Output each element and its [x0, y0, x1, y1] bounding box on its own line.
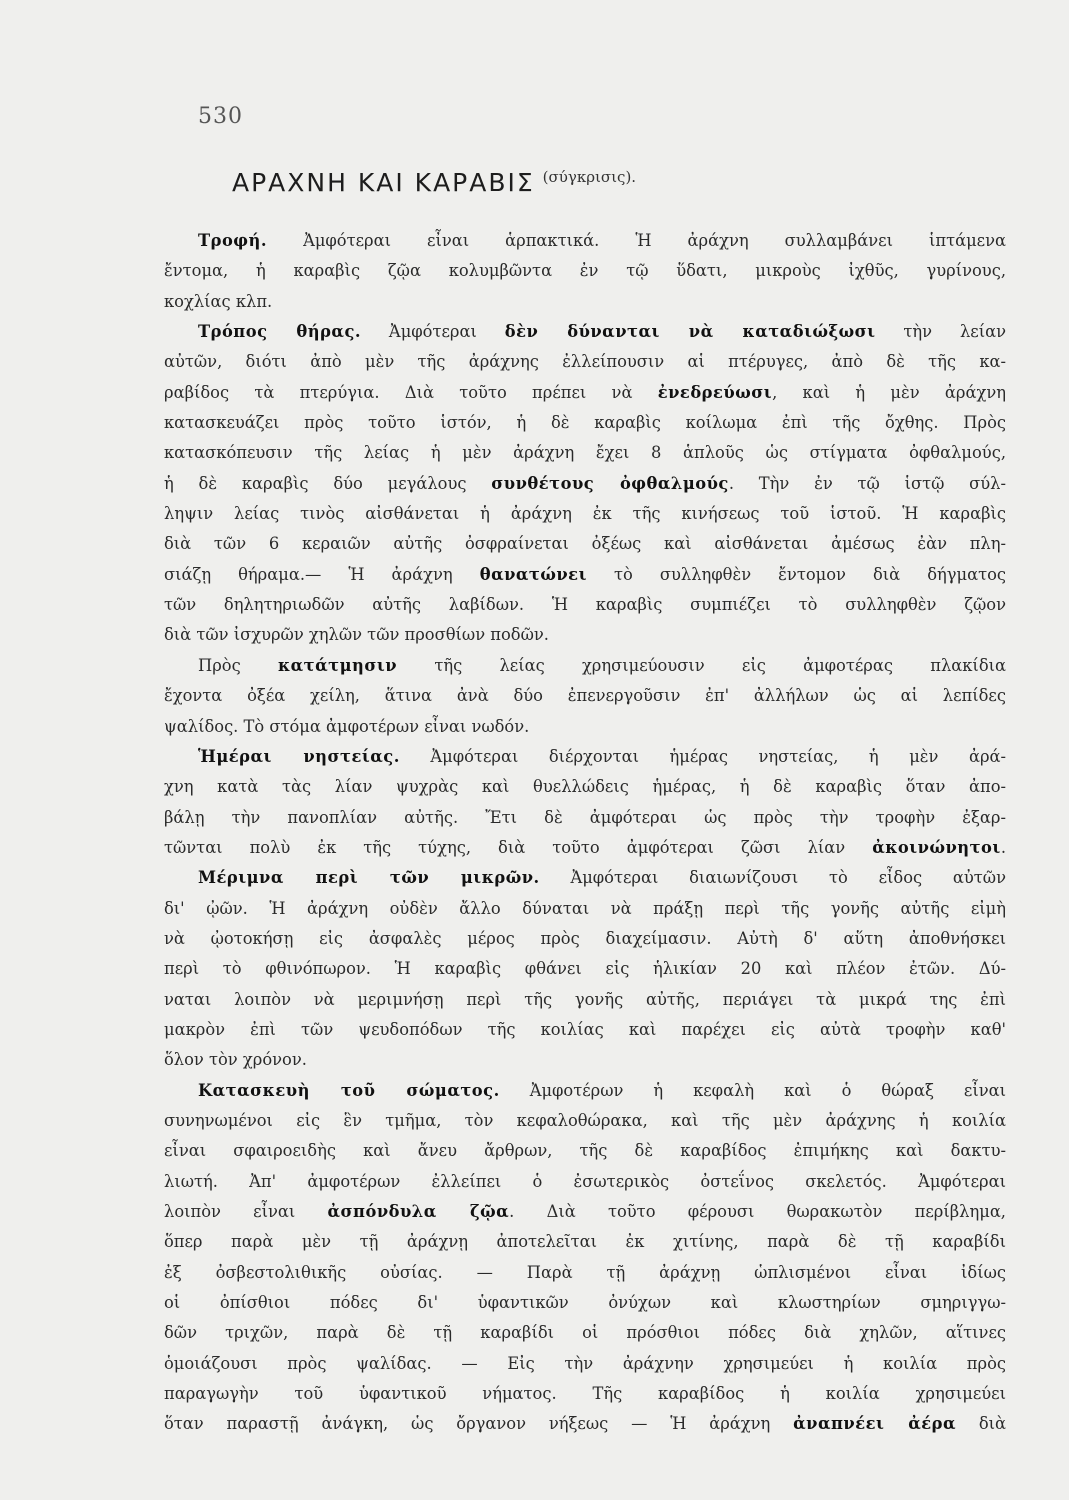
title-row: [232, 168, 636, 197]
text-line: [164, 1258, 1006, 1288]
line-text: ὅταν παραστῇ ἀνάγκη, ὡς ὄργανον νήξεως — Ἡ ἀράχνη: [164, 1414, 794, 1434]
text-line: [164, 772, 1006, 802]
text-line: [164, 712, 1006, 742]
emphasis-text: δὲν δύνανται νὰ καταδιώξωσι: [504, 322, 876, 342]
section-heading: Τρόπος θήρας.: [198, 322, 362, 342]
line-text: τῶνται πολὺ ἐκ τῆς τύχης, διὰ τοῦτο ἀμφότεραι ζῶσι λίαν: [164, 837, 873, 857]
emphasis-text: θανατώνει: [479, 564, 587, 584]
emphasis-text: ἐνεδρεύωσι: [657, 382, 773, 402]
line-text: ὅπερ παρὰ μὲν τῇ ἀράχνῃ ἀποτελεῖται ἐκ χιτίνης, παρὰ δὲ τῇ καραβίδι: [164, 1232, 1006, 1252]
text-line: [164, 1227, 1006, 1257]
text-line: [164, 469, 1006, 499]
line-text: Ἀμφότεραι εἶναι ἁρπακτικά. Ἡ ἀράχνη συλλαμβάνει ἱπτάμενα: [267, 231, 1006, 250]
emphasis-text: ἀκοινώνητοι: [872, 837, 1001, 857]
emphasis-text: ἀσπόνδυλα ζῷα: [327, 1202, 510, 1221]
section-heading: Τροφή.: [198, 231, 268, 250]
line-text: διὰ τῶν 6 κεραιῶν αὐτῆς ὀσφραίνεται ὀξέως καὶ αἰσθάνεται ἀμέσως ἐὰν πλη-: [164, 534, 1006, 554]
text-line: [164, 742, 1006, 772]
text-line: [164, 1288, 1006, 1318]
text-line: [164, 226, 1006, 256]
text-line: [164, 1015, 1006, 1045]
section-heading: Ἡμέραι νηστείας.: [198, 746, 400, 766]
text-line: [164, 1045, 1006, 1075]
text-line: [164, 1076, 1006, 1106]
line-text: ληψιν λείας τινὸς αἰσθάνεται ἡ ἀράχνη ἐκ τῆς κινήσεως τοῦ ἱστοῦ. Ἡ καραβὶς: [164, 504, 1006, 524]
text-line: [164, 1197, 1006, 1227]
line-text: σιάζῃ θήραμα.— Ἡ ἀράχνη: [164, 564, 480, 584]
line-text: βάλῃ τὴν πανοπλίαν αὐτῆς. Ἔτι δὲ ἀμφότεραι ὡς πρὸς τὴν τροφὴν ἐξαρ-: [164, 807, 1006, 827]
line-text: Ἀμφότεραι διέρχονται ἡμέρας νηστείας, ἡ μὲν ἀρά-: [399, 746, 1006, 766]
line-text: εἶναι σφαιροειδὴς καὶ ἄνευ ἄρθρων, τῆς δὲ καραβίδος ἐπιμήκης καὶ δακτυ-: [164, 1141, 1006, 1161]
line-text: νὰ ᾠοτοκήσῃ εἰς ἀσφαλὲς μέρος πρὸς διαχείμασιν. Αὐτὴ δ' αὕτη ἀποθνήσκει: [164, 928, 1006, 948]
line-text: αὐτῶν, διότι ἀπὸ μὲν τῆς ἀράχνης ἐλλείπουσιν αἱ πτέρυγες, ἀπὸ δὲ τῆς κα-: [164, 352, 1006, 372]
line-text-tail: , καὶ ἡ μὲν ἀράχνη: [772, 382, 1006, 402]
section-heading: Κατασκευὴ τοῦ σώματος.: [198, 1080, 500, 1100]
line-text-tail: τῆς λείας χρησιμεύουσιν εἰς ἀμφοτέρας πλακίδια: [397, 655, 1006, 675]
text-line: [164, 438, 1006, 468]
line-text: Πρὸς: [198, 655, 278, 675]
text-line: [164, 833, 1006, 863]
line-text: ραβίδος τὰ πτερύγια. Διὰ τοῦτο πρέπει νὰ: [164, 382, 658, 402]
text-line: [164, 1409, 1006, 1439]
text-line: [164, 347, 1006, 377]
text-line: [164, 499, 1006, 529]
line-text: ὅλον τὸν χρόνον.: [164, 1050, 307, 1070]
body-text: [164, 226, 1006, 1440]
page-number: 530: [198, 104, 243, 129]
line-text: παραγωγὴν τοῦ ὑφαντικοῦ νήματος. Τῆς καραβίδος ἡ κοιλία χρησιμεύει: [164, 1384, 1006, 1404]
text-line: [164, 681, 1006, 711]
line-text: Ἀμφότεραι: [361, 322, 505, 342]
line-text: ἔχοντα ὀξέα χείλη, ἅτινα ἀνὰ δύο ἐπενεργοῦσιν ἐπ' ἀλλήλων ὡς αἱ λεπίδες: [164, 686, 1006, 706]
line-text: ναται λοιπὸν νὰ μεριμνήσῃ περὶ τῆς γονῆς αὐτῆς, περιάγει τὰ μικρά της ἐπὶ: [164, 989, 1006, 1009]
text-line: [164, 924, 1006, 954]
line-text: χνη κατὰ τὰς λίαν ψυχρὰς καὶ θυελλώδεις ἡμέρας, ἡ δὲ καραβὶς ὅταν ἀπο-: [164, 777, 1006, 797]
text-line: [164, 317, 1006, 347]
text-line: [164, 620, 1006, 650]
text-line: [164, 560, 1006, 590]
text-line: [164, 256, 1006, 286]
page-title: ΑΡΑΧΝΗ ΚΑΙ ΚΑΡΑΒΙΣ: [232, 168, 535, 197]
section-heading: Μέριμνα περὶ τῶν μικρῶν.: [198, 868, 540, 888]
line-text: ὁμοιάζουσι πρὸς ψαλίδας. — Εἰς τὴν ἀράχνην χρησιμεύει ἡ κοιλία πρὸς: [164, 1353, 1006, 1373]
line-text: ψαλίδος. Τὸ στόμα ἀμφοτέρων εἶναι νωδόν.: [164, 716, 530, 736]
text-line: [164, 985, 1006, 1015]
line-text: λοιπὸν εἶναι: [164, 1202, 328, 1221]
emphasis-text: κατάτμησιν: [277, 655, 398, 675]
line-text: κατασκευάζει πρὸς τοῦτο ἱστόν, ἡ δὲ καραβὶς κοίλωμα ἐπὶ τῆς ὄχθης. Πρὸς: [164, 413, 1006, 433]
text-line: [164, 287, 1006, 317]
line-text: ἐξ ὀσβεστολιθικῆς οὐσίας. — Παρὰ τῇ ἀράχνῃ ὡπλισμένοι εἶναι ἰδίως: [164, 1262, 1006, 1282]
line-text: Ἀμφοτέρων ἡ κεφαλὴ καὶ ὁ θώραξ εἶναι: [499, 1080, 1006, 1100]
line-text: οἱ ὀπίσθιοι πόδες δι' ὑφαντικῶν ὀνύχων καὶ κλωστηρίων σμηριγγω-: [164, 1293, 1006, 1313]
line-text-tail: διὰ: [955, 1414, 1006, 1434]
line-text-tail: . Τὴν ἐν τῷ ἱστῷ σύλ-: [728, 473, 1006, 493]
text-line: [164, 408, 1006, 438]
page-subtitle: (σύγκρισις).: [542, 168, 637, 186]
text-line: [164, 803, 1006, 833]
emphasis-text: ἀναπνέει ἀέρα: [793, 1414, 956, 1434]
line-text-tail: τὴν λείαν: [875, 322, 1006, 342]
line-text: διὰ τῶν ἰσχυρῶν χηλῶν τῶν προσθίων ποδῶν.: [164, 625, 549, 645]
text-line: [164, 954, 1006, 984]
text-line: [164, 1106, 1006, 1136]
text-line: [164, 1349, 1006, 1379]
line-text: κατασκόπευσιν τῆς λείας ἡ μὲν ἀράχνη ἔχει 8 ἁπλοῦς ὡς στίγματα ὀφθαλμούς,: [164, 443, 1006, 463]
text-line: [164, 1167, 1006, 1197]
line-text: περὶ τὸ φθινόπωρον. Ἡ καραβὶς φθάνει εἰς ἡλικίαν 20 καὶ πλέον ἐτῶν. Δύ-: [164, 959, 1006, 979]
text-line: [164, 651, 1006, 681]
text-line: [164, 1318, 1006, 1348]
emphasis-text: συνθέτους ὀφθαλμούς: [491, 473, 729, 493]
text-line: [164, 378, 1006, 408]
text-line: [164, 529, 1006, 559]
line-text: ἡ δὲ καραβὶς δύο μεγάλους: [164, 473, 492, 493]
text-line: [164, 863, 1006, 893]
line-text: τῶν δηλητηριωδῶν αὐτῆς λαβίδων. Ἡ καραβὶς συμπιέζει τὸ συλληφθὲν ζῷον: [164, 595, 1006, 615]
line-text: συνηνωμένοι εἰς ἓν τμῆμα, τὸν κεφαλοθώρακα, καὶ τῆς μὲν ἀράχνης ἡ κοιλία: [164, 1110, 1006, 1130]
line-text: μακρὸν ἐπὶ τῶν ψευδοπόδων τῆς κοιλίας καὶ παρέχει εἰς αὐτὰ τροφὴν καθ': [164, 1019, 1006, 1039]
line-text-tail: . Διὰ τοῦτο φέρουσι θωρακωτὸν περίβλημα,: [509, 1202, 1006, 1221]
line-text-tail: τὸ συλληφθὲν ἔντομον διὰ δήγματος: [586, 564, 1006, 584]
text-line: [164, 1379, 1006, 1409]
text-line: [164, 1136, 1006, 1166]
line-text: δῶν τριχῶν, παρὰ δὲ τῇ καραβίδι οἱ πρόσθιοι πόδες διὰ χηλῶν, αἵτινες: [164, 1323, 1006, 1343]
line-text: λιωτή. Ἀπ' ἀμφοτέρων ἐλλείπει ὁ ἐσωτερικὸς ὀστεΐνος σκελετός. Ἀμφότεραι: [164, 1171, 1006, 1191]
line-text: κοχλίας κλπ.: [164, 291, 273, 311]
line-text: δι' ᾠῶν. Ἡ ἀράχνη οὐδὲν ἄλλο δύναται νὰ πράξῃ περὶ τῆς γονῆς αὐτῆς εἰμὴ: [164, 898, 1006, 918]
line-text: ἔντομα, ἡ καραβὶς ζῷα κολυμβῶντα ἐν τῷ ὕδατι, μικροὺς ἰχθῦς, γυρίνους,: [164, 261, 1006, 281]
line-text: Ἀμφότεραι διαιωνίζουσι τὸ εἶδος αὐτῶν: [539, 868, 1006, 888]
line-text-tail: .: [1000, 837, 1006, 857]
text-line: [164, 590, 1006, 620]
text-line: [164, 894, 1006, 924]
